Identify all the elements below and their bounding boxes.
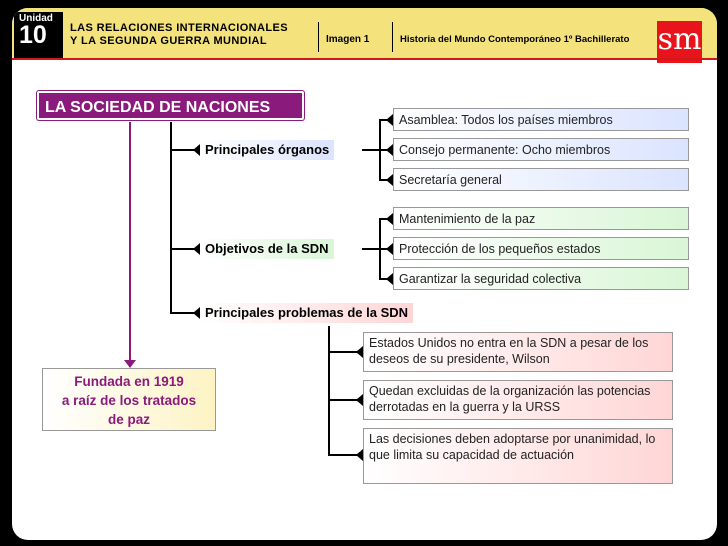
- founded-box: [42, 368, 216, 431]
- branch-arrow-icon: [193, 307, 200, 319]
- header-separator: [392, 22, 393, 52]
- unit-label: Unidad: [19, 13, 53, 24]
- unit-title-line2: Y LA SEGUNDA GUERRA MUNDIAL: [70, 35, 267, 47]
- unit-title: [70, 22, 310, 48]
- problems-trunk-line: [328, 326, 330, 456]
- founded-connector: [129, 122, 131, 362]
- founded-arrow-icon: [124, 360, 136, 368]
- organ-item: Secretaría general: [393, 168, 689, 191]
- leaf-arrow-icon: [356, 449, 363, 461]
- unit-badge: [14, 12, 63, 58]
- problem-item: Estados Unidos no entra en la SDN a pesar de los deseos de su presidente, Wilson: [363, 332, 673, 372]
- founded-line: a raíz de los tratados: [61, 393, 197, 408]
- unit-title-line1: LAS RELACIONES INTERNACIONALES: [70, 22, 288, 34]
- leaf-arrow-icon: [386, 114, 393, 126]
- branch-arrow-icon: [193, 144, 200, 156]
- leaf-arrow-icon: [386, 273, 393, 285]
- objective-item: Mantenimiento de la paz: [393, 207, 689, 230]
- leaf-arrow-icon: [386, 144, 393, 156]
- slide-frame: [12, 8, 717, 540]
- branch-problems: Principales problemas de la SDN: [200, 303, 413, 323]
- unit-number: 10: [19, 21, 47, 49]
- leaf-arrow-icon: [386, 213, 393, 225]
- problem-item: Las decisiones deben adoptarse por unanimidad, lo que limita su capacidad de actuación: [363, 428, 673, 484]
- slide-header: [12, 8, 717, 58]
- problem-item: Quedan excluidas de la organización las potencias derrotadas en la guerra y la URSS: [363, 380, 673, 420]
- branch-connector: [362, 149, 380, 151]
- header-separator: [318, 22, 319, 52]
- leaf-arrow-icon: [386, 243, 393, 255]
- leaf-arrow-icon: [356, 346, 363, 358]
- branch-connector: [362, 248, 380, 250]
- subject-label: Historia del Mundo Contemporáneo 1º Bachillerato: [400, 34, 630, 45]
- founded-line: de paz: [107, 412, 150, 427]
- branch-organs: Principales órganos: [200, 140, 334, 160]
- branch-objectives: Objetivos de la SDN: [200, 239, 334, 259]
- main-title-box: LA SOCIEDAD DE NACIONES: [37, 91, 304, 120]
- sm-logo: sm: [657, 21, 702, 63]
- image-label: Imagen 1: [326, 34, 370, 45]
- founded-line: Fundada en 1919: [74, 374, 184, 389]
- branch-arrow-icon: [193, 243, 200, 255]
- organ-item: Consejo permanente: Ocho miembros: [393, 138, 689, 161]
- objective-item: Garantizar la seguridad colectiva: [393, 267, 689, 290]
- header-rule: [12, 58, 717, 60]
- objective-item: Protección de los pequeños estados: [393, 237, 689, 260]
- leaf-arrow-icon: [356, 394, 363, 406]
- organ-item: Asamblea: Todos los países miembros: [393, 108, 689, 131]
- leaf-arrow-icon: [386, 174, 393, 186]
